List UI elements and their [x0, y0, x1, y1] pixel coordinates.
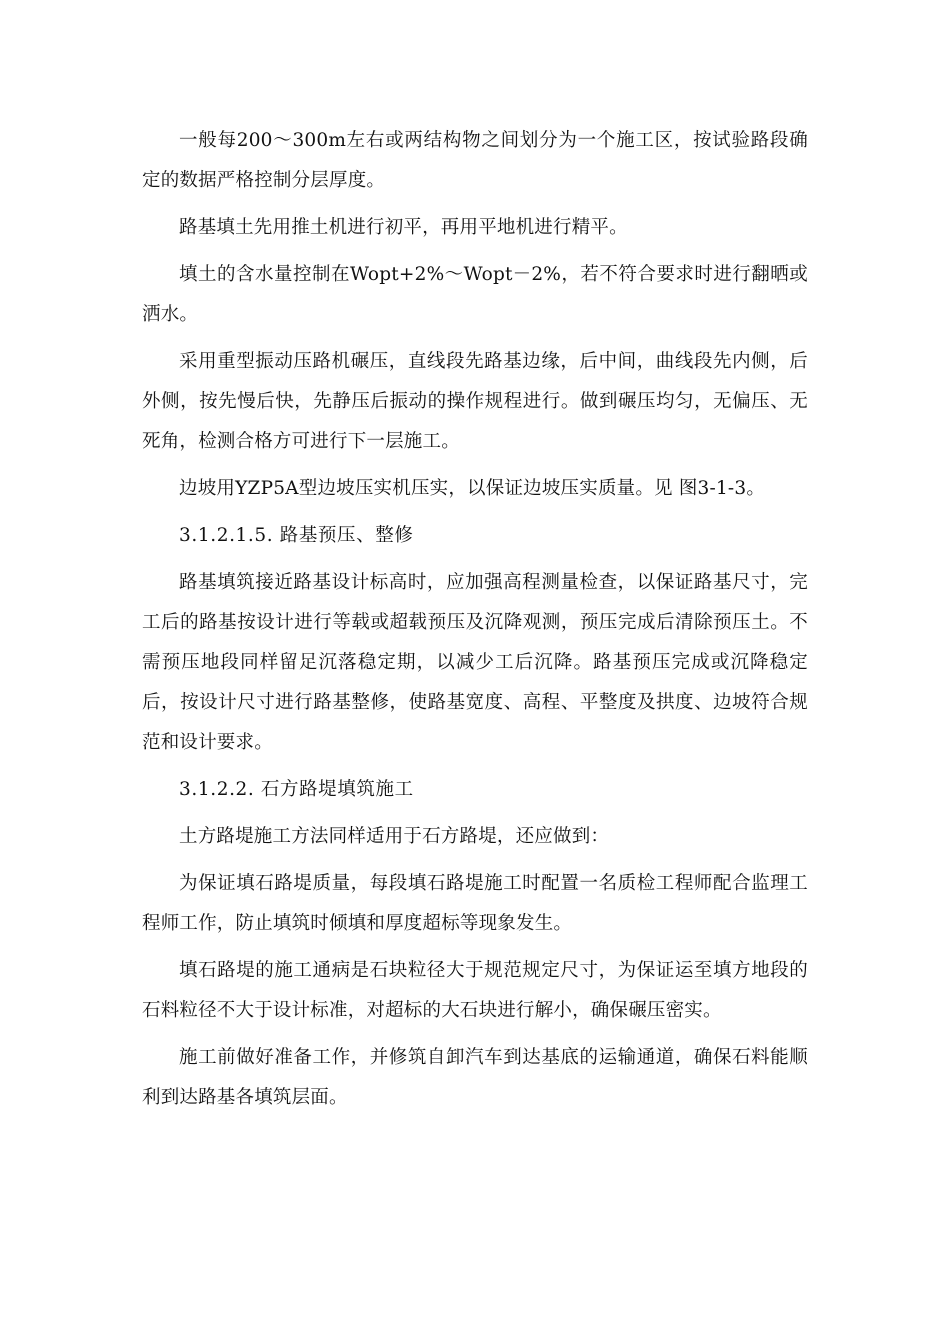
paragraph-rock-method: 土方路堤施工方法同样适用于石方路堤，还应做到： — [179, 826, 610, 847]
section-heading-rock-fill: 3.1.2.2. 石方路堤填筑施工 — [179, 779, 414, 800]
paragraph-work-zone: 一般每200～300m左右或两结构物之间划分为一个施工区，按试验路段确定的数据严格控制分层厚度。 — [142, 130, 808, 191]
paragraph-slope: 边坡用YZP5A型边坡压实机压实，以保证边坡压实质量。见 图3-1-3。 — [179, 478, 766, 499]
paragraph-compaction: 采用重型振动压路机碾压，直线段先路基边缘，后中间，曲线段先内侧，后外侧，按先慢后快，先静压后振动的操作规程进行。做到碾压均匀，无偏压、无死角，检测合格方可进行下一层施工。 — [142, 351, 808, 452]
paragraph-moisture: 填土的含水量控制在Wopt+2%～Wopt－2%，若不符合要求时进行翻晒或洒水。 — [142, 264, 808, 325]
paragraph-quality-inspector: 为保证填石路堤质量，每段填石路堤施工时配置一名质检工程师配合监理工程师工作，防止填筑时倾填和厚度超标等现象发生。 — [142, 873, 808, 934]
paragraph-preparation: 施工前做好准备工作，并修筑自卸汽车到达基底的运输通道，确保石料能顺利到达路基各填筑层面。 — [142, 1047, 808, 1108]
paragraph-leveling: 路基填土先用推土机进行初平，再用平地机进行精平。 — [179, 217, 628, 238]
paragraph-preload: 路基填筑接近路基设计标高时，应加强高程测量检查，以保证路基尺寸，完工后的路基按设计进行等载或超载预压及沉降观测，预压完成后清除预压土。不需预压地段同样留足沉落稳定期，以减少工后沉降。路基预压完成或沉降稳定后，按设计尺寸进行路基整修，使路基宽度、高程、平整度及拱度、边坡符合规范和设计要求。 — [142, 572, 808, 753]
document-body — [142, 121, 808, 1125]
paragraph-stone-size: 填石路堤的施工通病是石块粒径大于规范规定尺寸，为保证运至填方地段的石料粒径不大于设计标准，对超标的大石块进行解小，确保碾压密实。 — [142, 960, 808, 1021]
section-heading-preload: 3.1.2.1.5. 路基预压、整修 — [179, 525, 414, 546]
